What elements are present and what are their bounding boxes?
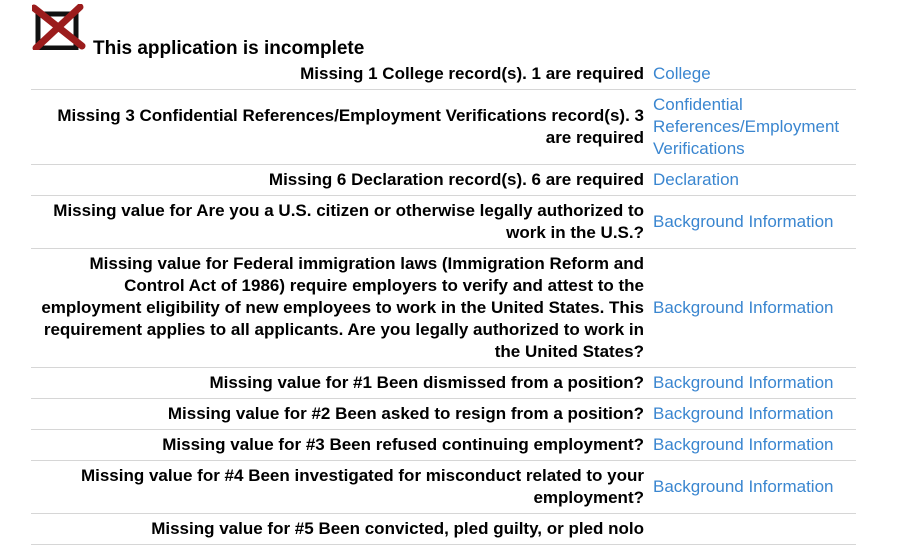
application-status-header	[32, 4, 852, 60]
missing-item-message: Missing value for #1 Been dismissed from a position?	[31, 368, 653, 399]
table-row	[31, 368, 856, 399]
missing-item-message: Missing value for #4 Been investigated for misconduct related to your employment?	[31, 461, 653, 514]
table-row	[31, 196, 856, 249]
section-link-college[interactable]: College	[653, 64, 711, 83]
table-row	[31, 399, 856, 430]
table-row	[31, 461, 856, 514]
section-link-background-information[interactable]: Background Information	[653, 373, 834, 392]
table-row	[31, 249, 856, 368]
table-row	[31, 430, 856, 461]
section-link-background-information[interactable]: Background Information	[653, 404, 834, 423]
missing-item-message: Missing value for Federal immigration laws (Immigration Reform and Control Act of 1986) require employers to verify and attest to the employment eligibility of new employees to work in the United States. This requirement applies to all applicants. Are you legally authorized to work in the United States?	[31, 249, 653, 368]
missing-item-message: Missing 3 Confidential References/Employment Verifications record(s). 3 are required	[31, 90, 653, 165]
page-title: This application is incomplete	[93, 38, 365, 59]
missing-items-table	[31, 59, 856, 545]
missing-item-message: Missing value for #5 Been convicted, pled guilty, or pled nolo	[31, 514, 653, 545]
section-link-background-information[interactable]: Background Information	[653, 435, 834, 454]
missing-item-message: Missing 1 College record(s). 1 are required	[31, 59, 653, 90]
incomplete-x-icon	[32, 4, 86, 50]
missing-item-message: Missing value for #2 Been asked to resign from a position?	[31, 399, 653, 430]
section-link-background-information[interactable]: Background Information	[653, 477, 834, 496]
section-link-confidential-references[interactable]: Confidential References/Employment Verifications	[653, 95, 840, 158]
table-row	[31, 165, 856, 196]
missing-item-message: Missing 6 Declaration record(s). 6 are required	[31, 165, 653, 196]
section-link-background-information[interactable]: Background Information	[653, 212, 834, 231]
section-link-background-information[interactable]: Background Information	[653, 298, 834, 317]
table-row	[31, 90, 856, 165]
table-row	[31, 59, 856, 90]
table-row	[31, 514, 856, 545]
missing-item-message: Missing value for #3 Been refused continuing employment?	[31, 430, 653, 461]
section-link-declaration[interactable]: Declaration	[653, 170, 739, 189]
missing-item-message: Missing value for Are you a U.S. citizen or otherwise legally authorized to work in the U.S.?	[31, 196, 653, 249]
